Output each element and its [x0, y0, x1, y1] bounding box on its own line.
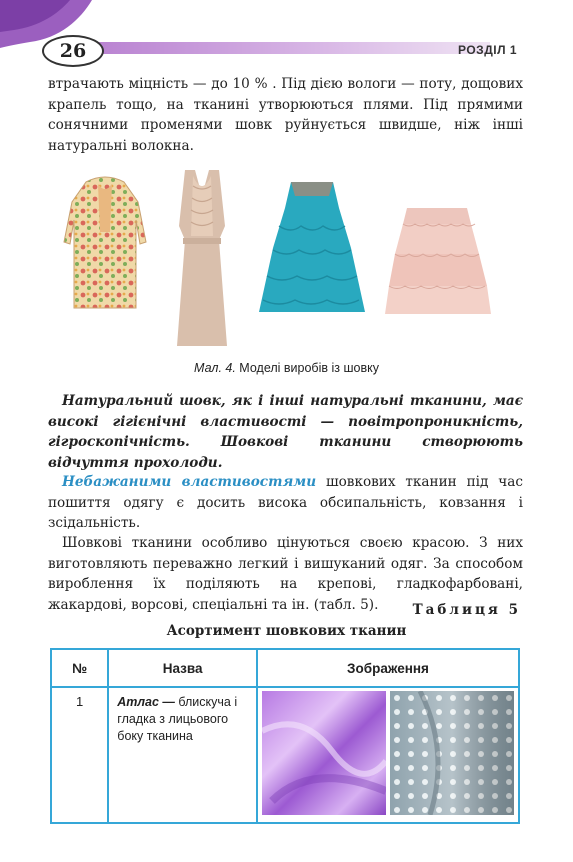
summary-paragraph: Натуральний шовк, як і інші натуральні тканини, має високі гігієнічні властивості — повітропроникність, гігроскопічність. Шовкові тканини створюють відчуття прохолоди.	[48, 393, 523, 471]
table-label: Таблиця 5	[412, 602, 521, 618]
table-header-row	[51, 649, 519, 687]
figure-caption	[0, 361, 573, 375]
tiered-skirt-image	[383, 206, 493, 318]
section-label: РОЗДІЛ 1	[458, 43, 518, 57]
negative-properties-term: Небажаними властивостями	[62, 474, 317, 490]
turquoise-dress-image	[255, 178, 370, 318]
silk-assortment-table	[50, 648, 520, 824]
caption-label: Мал. 4.	[194, 361, 236, 375]
negative-properties-paragraph	[48, 472, 523, 534]
header-name: Назва	[108, 649, 257, 687]
table-title: Асортимент шовкових тканин	[166, 623, 407, 639]
header-image: Зображення	[257, 649, 519, 687]
violet-satin-image	[262, 691, 386, 815]
page-number	[42, 35, 104, 67]
intro-paragraph: втрачають міцність — до 10 % . Під дією вологи — поту, дощових крапель тощо, на тканині утворюються плями. Під прямими сонячними променями шовк руйнується швидше, ніж інші натуральні волокна.	[48, 76, 523, 154]
header-band	[80, 42, 490, 54]
fabric-name: Атлас —	[117, 695, 175, 709]
row-images	[257, 687, 519, 823]
row-number: 1	[51, 687, 108, 823]
negative-properties-text: шовкових тканин під час пошиття одягу є досить висока обсипальність, ковзання і зсідальність.	[48, 474, 523, 531]
ruffled-dress-image	[163, 166, 241, 348]
row-name	[108, 687, 257, 823]
dotted-satin-image	[390, 691, 514, 815]
caption-text: Моделі виробів із шовку	[235, 361, 379, 375]
appreciation-paragraph: Шовкові тканини особливо цінуються своєю красою. З них виготовляють переважно легкий і вишуканий одяг. За способом вироблення їх поділяють на крепові, гладкофарбовані, жакардові, ворсові, спеціальні та ін. (табл. 5).	[48, 535, 523, 613]
table-row	[51, 687, 519, 823]
page-number-text: 26	[59, 40, 87, 62]
blouse-image	[56, 172, 154, 314]
fabric-description: блискуча і гладка з лицьового боку тканина	[117, 695, 238, 743]
header-number: №	[51, 649, 108, 687]
